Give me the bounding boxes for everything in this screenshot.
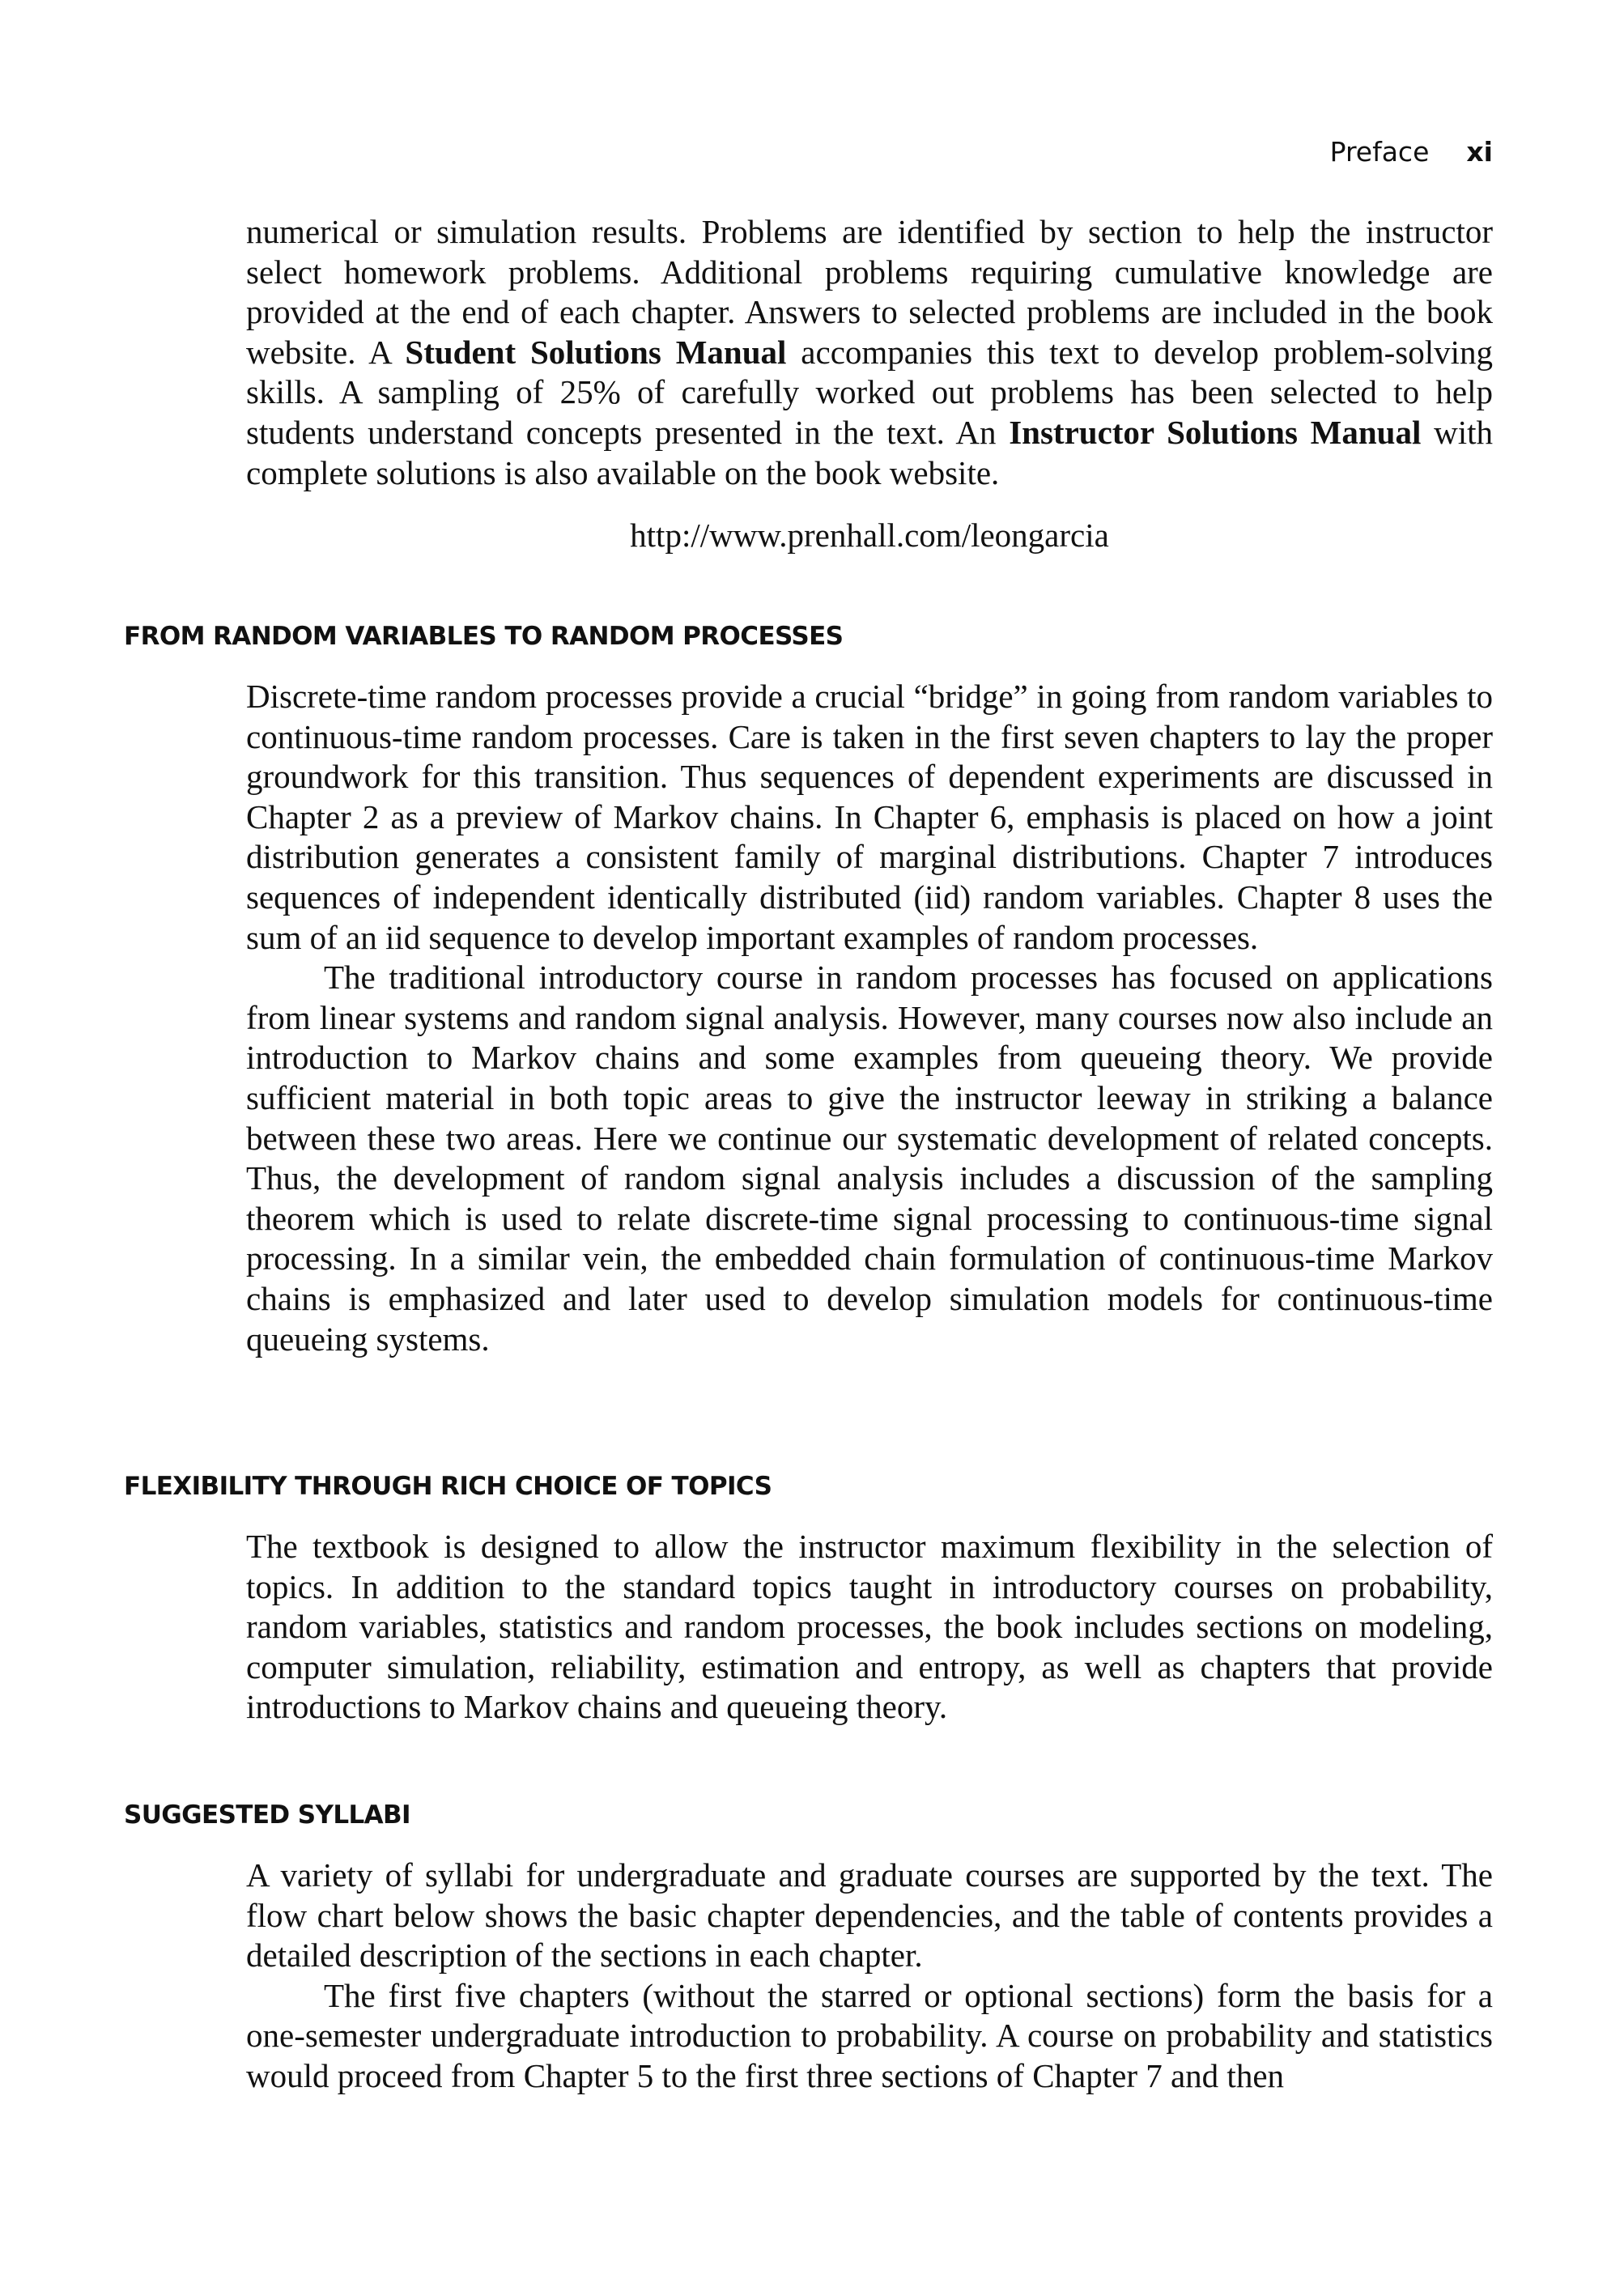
- section-heading-random-processes: FROM RANDOM VARIABLES TO RANDOM PROCESSES: [124, 622, 844, 651]
- paragraph: The textbook is designed to allow the instructor maximum flexibility in the selection of topics. In addition to the standard topics taught in introductory courses on probability, random variables, statistics and random processes, the book includes sections on modeling, computer simulation, reliability, estimation and entropy, as well as chapters that provide introductions to Markov chains and queueing theory.: [246, 1528, 1493, 1726]
- section-body-random-processes: [246, 677, 1493, 1359]
- instructor-solutions-manual-term: Instructor Solutions Manual: [1009, 413, 1422, 451]
- page-number: xi: [1466, 136, 1493, 168]
- paragraph: The first five chapters (without the starred or optional sections) form the basis for a one-semester undergraduate introduction to probability. A course on probability and statistics would proceed from Chapter 5 to the first three sections of Chapter 7 and then: [246, 1976, 1493, 2094]
- paragraph: A variety of syllabi for undergraduate and graduate courses are supported by the text. The flow chart below shows the basic chapter dependencies, and the table of contents provides a detailed description of the sections in each chapter.: [246, 1856, 1493, 1975]
- intro-text-part-1: numerical or simulation results. Problems are identified by section to help the instructor select homework problems. Additional problems requiring cumulative knowledge are provided at the end of each chapter. Answers to selected problems are included in the book website. A: [246, 213, 1493, 371]
- book-website-url: http://www.prenhall.com/leongarcia: [630, 516, 1109, 554]
- intro-paragraph-block: [246, 212, 1493, 493]
- student-solutions-manual-term: Student Solutions Manual: [405, 333, 787, 371]
- paragraph: Discrete-time random processes provide a crucial “bridge” in going from random variables to continuous-time random processes. Care is taken in the first seven chapters to lay the proper groundwork for this transition. Thus sequences of dependent experiments are discussed in Chapter 2 as a preview of Markov chains. In Chapter 6, emphasis is placed on how a joint distribution generates a consistent family of marginal distributions. Chapter 7 introduces sequences of independent identically distributed (iid) random variables. Chapter 8 uses the sum of an iid sequence to develop important examples of random processes.: [246, 678, 1493, 956]
- section-body-flexibility: [246, 1527, 1493, 1728]
- section-heading-flexibility: FLEXIBILITY THROUGH RICH CHOICE OF TOPICS: [124, 1472, 772, 1501]
- paragraph: The traditional introductory course in random processes has focused on applications from linear systems and random signal analysis. However, many courses now also include an introduction to Markov chains and some examples from queueing theory. We provide sufficient material in both topic areas to give the instructor leeway in striking a balance between these two areas. Here we continue our systematic development of related concepts. Thus, the development of random signal analysis includes a discussion of the sampling theorem which is used to relate discrete-time signal processing to continuous-time signal processing. In a similar vein, the embedded chain formulation of continuous-time Markov chains is emphasized and later used to develop simulation models for continuous-time queueing systems.: [246, 959, 1493, 1358]
- section-body-syllabi: [246, 1856, 1493, 2097]
- intro-paragraph: [246, 212, 1493, 493]
- intro-text-part-2: accompanies this text to develop problem-solving skills. A sampling of 25% of carefully worked out problems has been selected to help students understand concepts presented in the text. An: [246, 333, 1493, 451]
- running-head-title: Preface: [1329, 136, 1430, 168]
- section-heading-syllabi: SUGGESTED SYLLABI: [124, 1800, 410, 1830]
- intro-text-part-3: with complete solutions is also available on the book website.: [246, 413, 1493, 491]
- running-head: [1330, 136, 1493, 168]
